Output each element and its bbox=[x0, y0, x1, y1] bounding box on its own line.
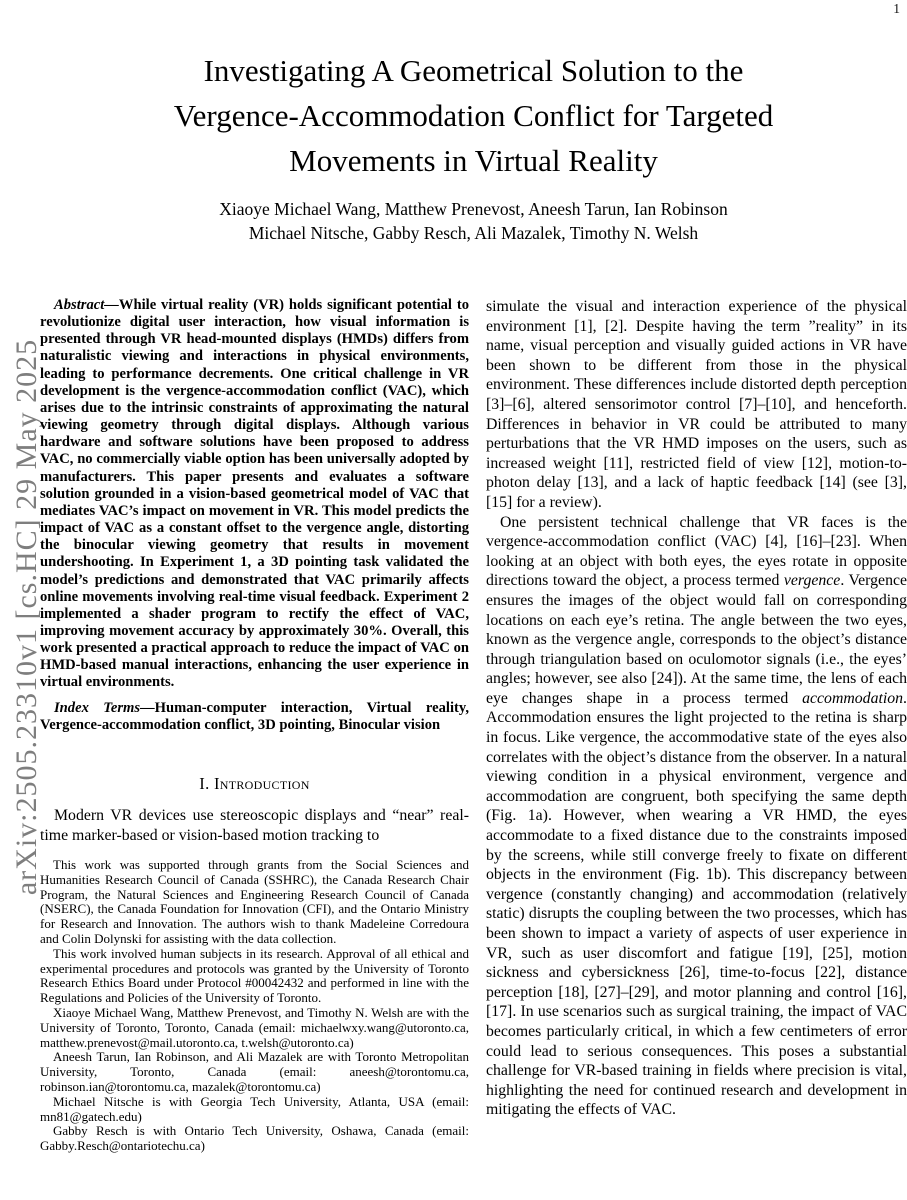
index-terms-paragraph bbox=[40, 700, 469, 734]
page-number: 1 bbox=[893, 1, 900, 16]
footnote-funding: This work was supported through grants from the Social Sciences and Humanities Research Council of Canada (SSHRC), the Canada Research Chair Program, the Natural Sciences and Engineering Research Council of Canada (NSERC), the Canada Foundation for Innovation (CFI), and the Ontario Ministry for Research and Innovation. The authors wish to thank Madeleine Corredoura and Colin Dolynski for assisting with the data collection. bbox=[40, 857, 469, 947]
section-heading-introduction: I. Introduction bbox=[199, 773, 310, 793]
title-line-1: Investigating A Geometrical Solution to the bbox=[203, 53, 744, 88]
title-line-2: Vergence-Accommodation Conflict for Targeted bbox=[173, 98, 774, 133]
footnote-affiliation-utoronto: Xiaoye Michael Wang, Matthew Prenevost, and Timothy N. Welsh are with the University of Toronto, Toronto, Canada (email: michaelwxy.wang@utoronto.ca, matthew.prenevost@mail.utoronto.ca, t.welsh@utoronto.ca) bbox=[40, 1005, 469, 1050]
index-terms-text: Human-computer interaction, Virtual reality, Vergence-accommodation conflict, 3D pointing, Binocular vision bbox=[40, 699, 469, 733]
paragraph-segment: . Accommodation ensures the light projected to the retina is sharp in focus. Like vergence, the accommodative state of the eyes also correlates with the object’s distance from the observer. In a natural viewing condition in a physical environment, vergence and accommodation are congruent, both specifying the same depth (Fig. 1a). However, when wearing a VR HMD, the eyes accommodate to a fixed distance due to the constraints imposed by the screens, while still converge freely to fixate on different objects in the environment (Fig. 1b). This discrepancy between vergence (constantly changing) and accommodation (relatively static) disrupts the coupling between the two processes, which has been shown to impact a variety of aspects of user experience in VR, such as user discomfort and fatigue [19], [25], motion sickness and cybersickness [26], time-to-focus [22], distance perception [18], [27]–[29], and motor planning and control [16], [17]. In use scenarios such as surgical training, the impact of VAC becomes particularly critical, in which a few centimeters of error could lead to serious consequences. This poses a substantial challenge for VR-based training in fields where precision is vital, highlighting the need for continued research and development in mitigating the effects of VAC. bbox=[486, 689, 907, 1119]
footnote-block bbox=[40, 858, 469, 1154]
author-block bbox=[40, 197, 907, 245]
left-column bbox=[40, 297, 469, 1154]
footnote-affiliation-gatech: Michael Nitsche is with Georgia Tech University, Atlanta, USA (email: mn81@gatech.edu) bbox=[40, 1093, 469, 1124]
abstract-text: While virtual reality (VR) holds significant potential to revolutionize digital user interaction, how visual information is presented through VR head-mounted displays (HMDs) differs from naturalistic viewing and interactions in physical environments, leading to performance decrements. One critical challenge in VR development is the vergence-accommodation conflict (VAC), which arises due to the intrinsic constraints of approximating the natural viewing geometry through digital displays. Although various hardware and software solutions have been proposed to address VAC, no commercially viable option has been universally adopted by manufacturers. This paper presents and evaluates a software solution grounded in a vision-based geometrical model of VAC that mediates VAC’s impact on movement in VR. This model predicts the impact of VAC as a constant offset to the vergence angle, distorting the binocular viewing geometry that results in movement undershooting. In Experiment 1, a 3D pointing task validated the model’s predictions and demonstrated that VAC primarily affects online movements involving real-time visual feedback. Experiment 2 implemented a shader program to rectify the effect of VAC, improving movement accuracy by approximately 30%. Overall, this work presented a practical approach to reduce the impact of VAC on HMD-based manual interactions, enhancing the user experience in virtual environments. bbox=[40, 297, 469, 691]
two-column-body bbox=[40, 297, 907, 1154]
author-line-2: Michael Nitsche, Gabby Resch, Ali Mazalek, Timothy N. Welsh bbox=[248, 223, 699, 243]
abstract-dash: — bbox=[104, 297, 119, 313]
footnote-affiliation-tmu: Aneesh Tarun, Ian Robinson, and Ali Mazalek are with Toronto Metropolitan University, Toronto, Canada (email: aneesh@torontomu.ca, robinson.ian@torontomu.ca, mazalek@torontomu.ca) bbox=[40, 1049, 469, 1095]
author-line-1: Xiaoye Michael Wang, Matthew Prenevost, Aneesh Tarun, Ian Robinson bbox=[219, 199, 728, 219]
paper-header bbox=[40, 0, 907, 245]
paragraph-segment: . Vergence ensures the images of the object would fall on corresponding locations on each eye’s retina. The angle between the two eyes, known as the vergence angle, corresponds to the object’s distance through triangulation based on oculomotor signals (i.e., the eyes’ angles; however, see also [24]). At the same time, the lens of each eye changes shape in a process termed bbox=[486, 572, 907, 707]
paper-page bbox=[40, 0, 907, 1154]
arxiv-watermark: arXiv:2505.23310v1 [cs.HC] 29 May 2025 bbox=[10, 338, 43, 896]
body-paragraph-2 bbox=[486, 513, 907, 1120]
footnote-affiliation-ontariotech: Gabby Resch is with Ontario Tech University, Oshawa, Canada (email: Gabby.Resch@ontariotechu.ca) bbox=[40, 1123, 469, 1154]
introduction-paragraph: Modern VR devices use stereoscopic displays and “near” real-time marker-based or vision-based motion tracking to bbox=[40, 806, 469, 844]
right-column bbox=[486, 297, 907, 1154]
index-terms-dash: — bbox=[140, 699, 155, 716]
paper-title bbox=[40, 48, 907, 183]
footnote-ethics: This work involved human subjects in its research. Approval of all ethical and experimental procedures and protocols was granted by the University of Toronto Research Ethics Board under Protocol #00042432 and performed in line with the Regulations and Policies of the University of Toronto. bbox=[40, 945, 469, 1006]
italic-term-accommodation: accommodation bbox=[802, 689, 904, 707]
abstract-label: Abstract bbox=[54, 297, 105, 313]
paragraph-segment: One persistent technical challenge that VR faces is the vergence-accommodation conflict (VAC) [4], [16]–[23]. When looking at an object with both eyes, the eyes rotate in opposite directions toward the object, a process termed bbox=[486, 513, 907, 590]
abstract-paragraph bbox=[40, 297, 469, 692]
title-line-3: Movements in Virtual Reality bbox=[289, 143, 658, 178]
body-paragraph-1: simulate the visual and interaction experience of the physical environment [1], [2]. Despite having the term ”reality” in its name, visual perception and visually guided actions in VR have been shown to be different from those in the physical environment. These differences include distorted depth perception [3]–[6], altered sensorimotor control [7]–[10], and henceforth. Differences in behavior in VR could be attributed to many perturbations that the VR HMD imposes on the users, such as increased weight [11], restricted field of view [12], motion-to-photon delay [13], and a lack of haptic feedback [14] (see [3], [15] for a review). bbox=[486, 298, 907, 511]
italic-term-vergence: vergence bbox=[783, 572, 841, 590]
index-terms-label: Index Terms bbox=[54, 699, 141, 716]
